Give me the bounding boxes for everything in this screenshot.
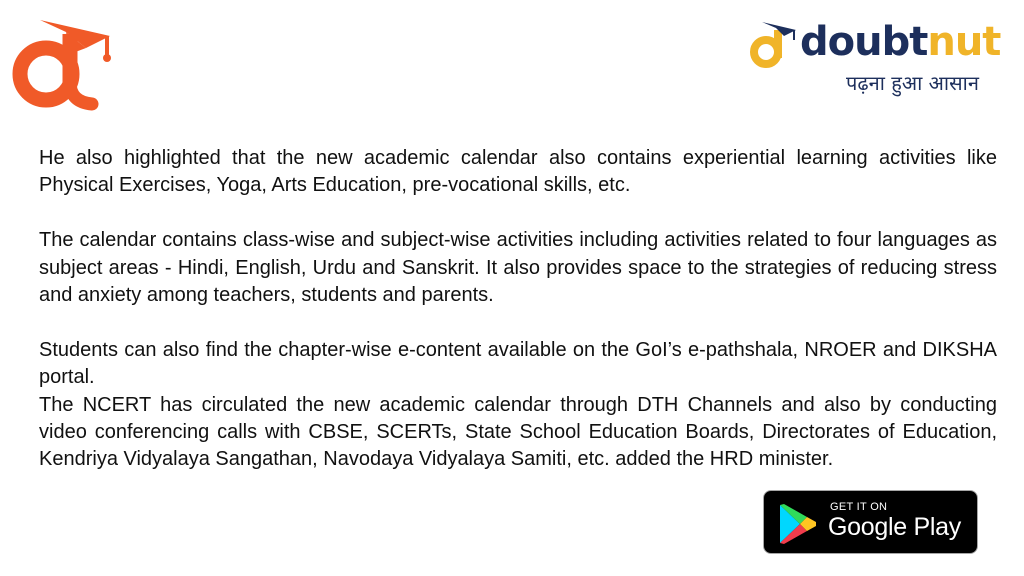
brand-name-doubt: doubt (800, 19, 928, 65)
paragraph-ncert-circulation: The NCERT has circulated the new academic calendar through DTH Channels and also by conducting video conferencing calls with CBSE, SCERTs, State School Education Boards, Directorates of Education, Kendriya Vidyalaya Sangathan, Navodaya Vidyalaya Samiti, etc. added the HRD minister. (39, 393, 997, 471)
google-play-badge-button[interactable] (763, 490, 978, 554)
brand-name-nut: nut (927, 19, 1001, 65)
article-body (39, 145, 997, 474)
paragraph-e-content: Students can also find the chapter-wise e-content available on the GoI’s e-pathshala, NROER and DIKSHA portal. (39, 338, 997, 389)
paragraph-calendar-activities: The calendar contains class-wise and subject-wise activities including activities related to four languages as subject areas - Hindi, English, Urdu and Sanskrit. It also provides space to the strategies of reducing stress and anxiety among teachers, students and parents. (39, 229, 997, 307)
paragraph-experiential-learning: He also highlighted that the new academic calendar also contains experiential learning activities like Physical Exercises, Yoga, Arts Education, pre-vocational skills, etc. (39, 147, 997, 197)
doubtnut-brand-logo (748, 10, 1010, 102)
google-play-icon (778, 503, 818, 545)
paragraph-spacer (39, 309, 997, 336)
doubtnut-small-d-icon (748, 18, 798, 74)
badge-get-it-on-text: GET IT ON (830, 501, 888, 513)
badge-google-play-text: Google Play (828, 513, 961, 541)
paragraph-spacer (39, 200, 997, 227)
brand-wordmark (800, 18, 1000, 66)
brand-tagline: पढ़ना हुआ आसान (846, 71, 979, 95)
doubtnut-d-logo-icon (10, 12, 116, 112)
